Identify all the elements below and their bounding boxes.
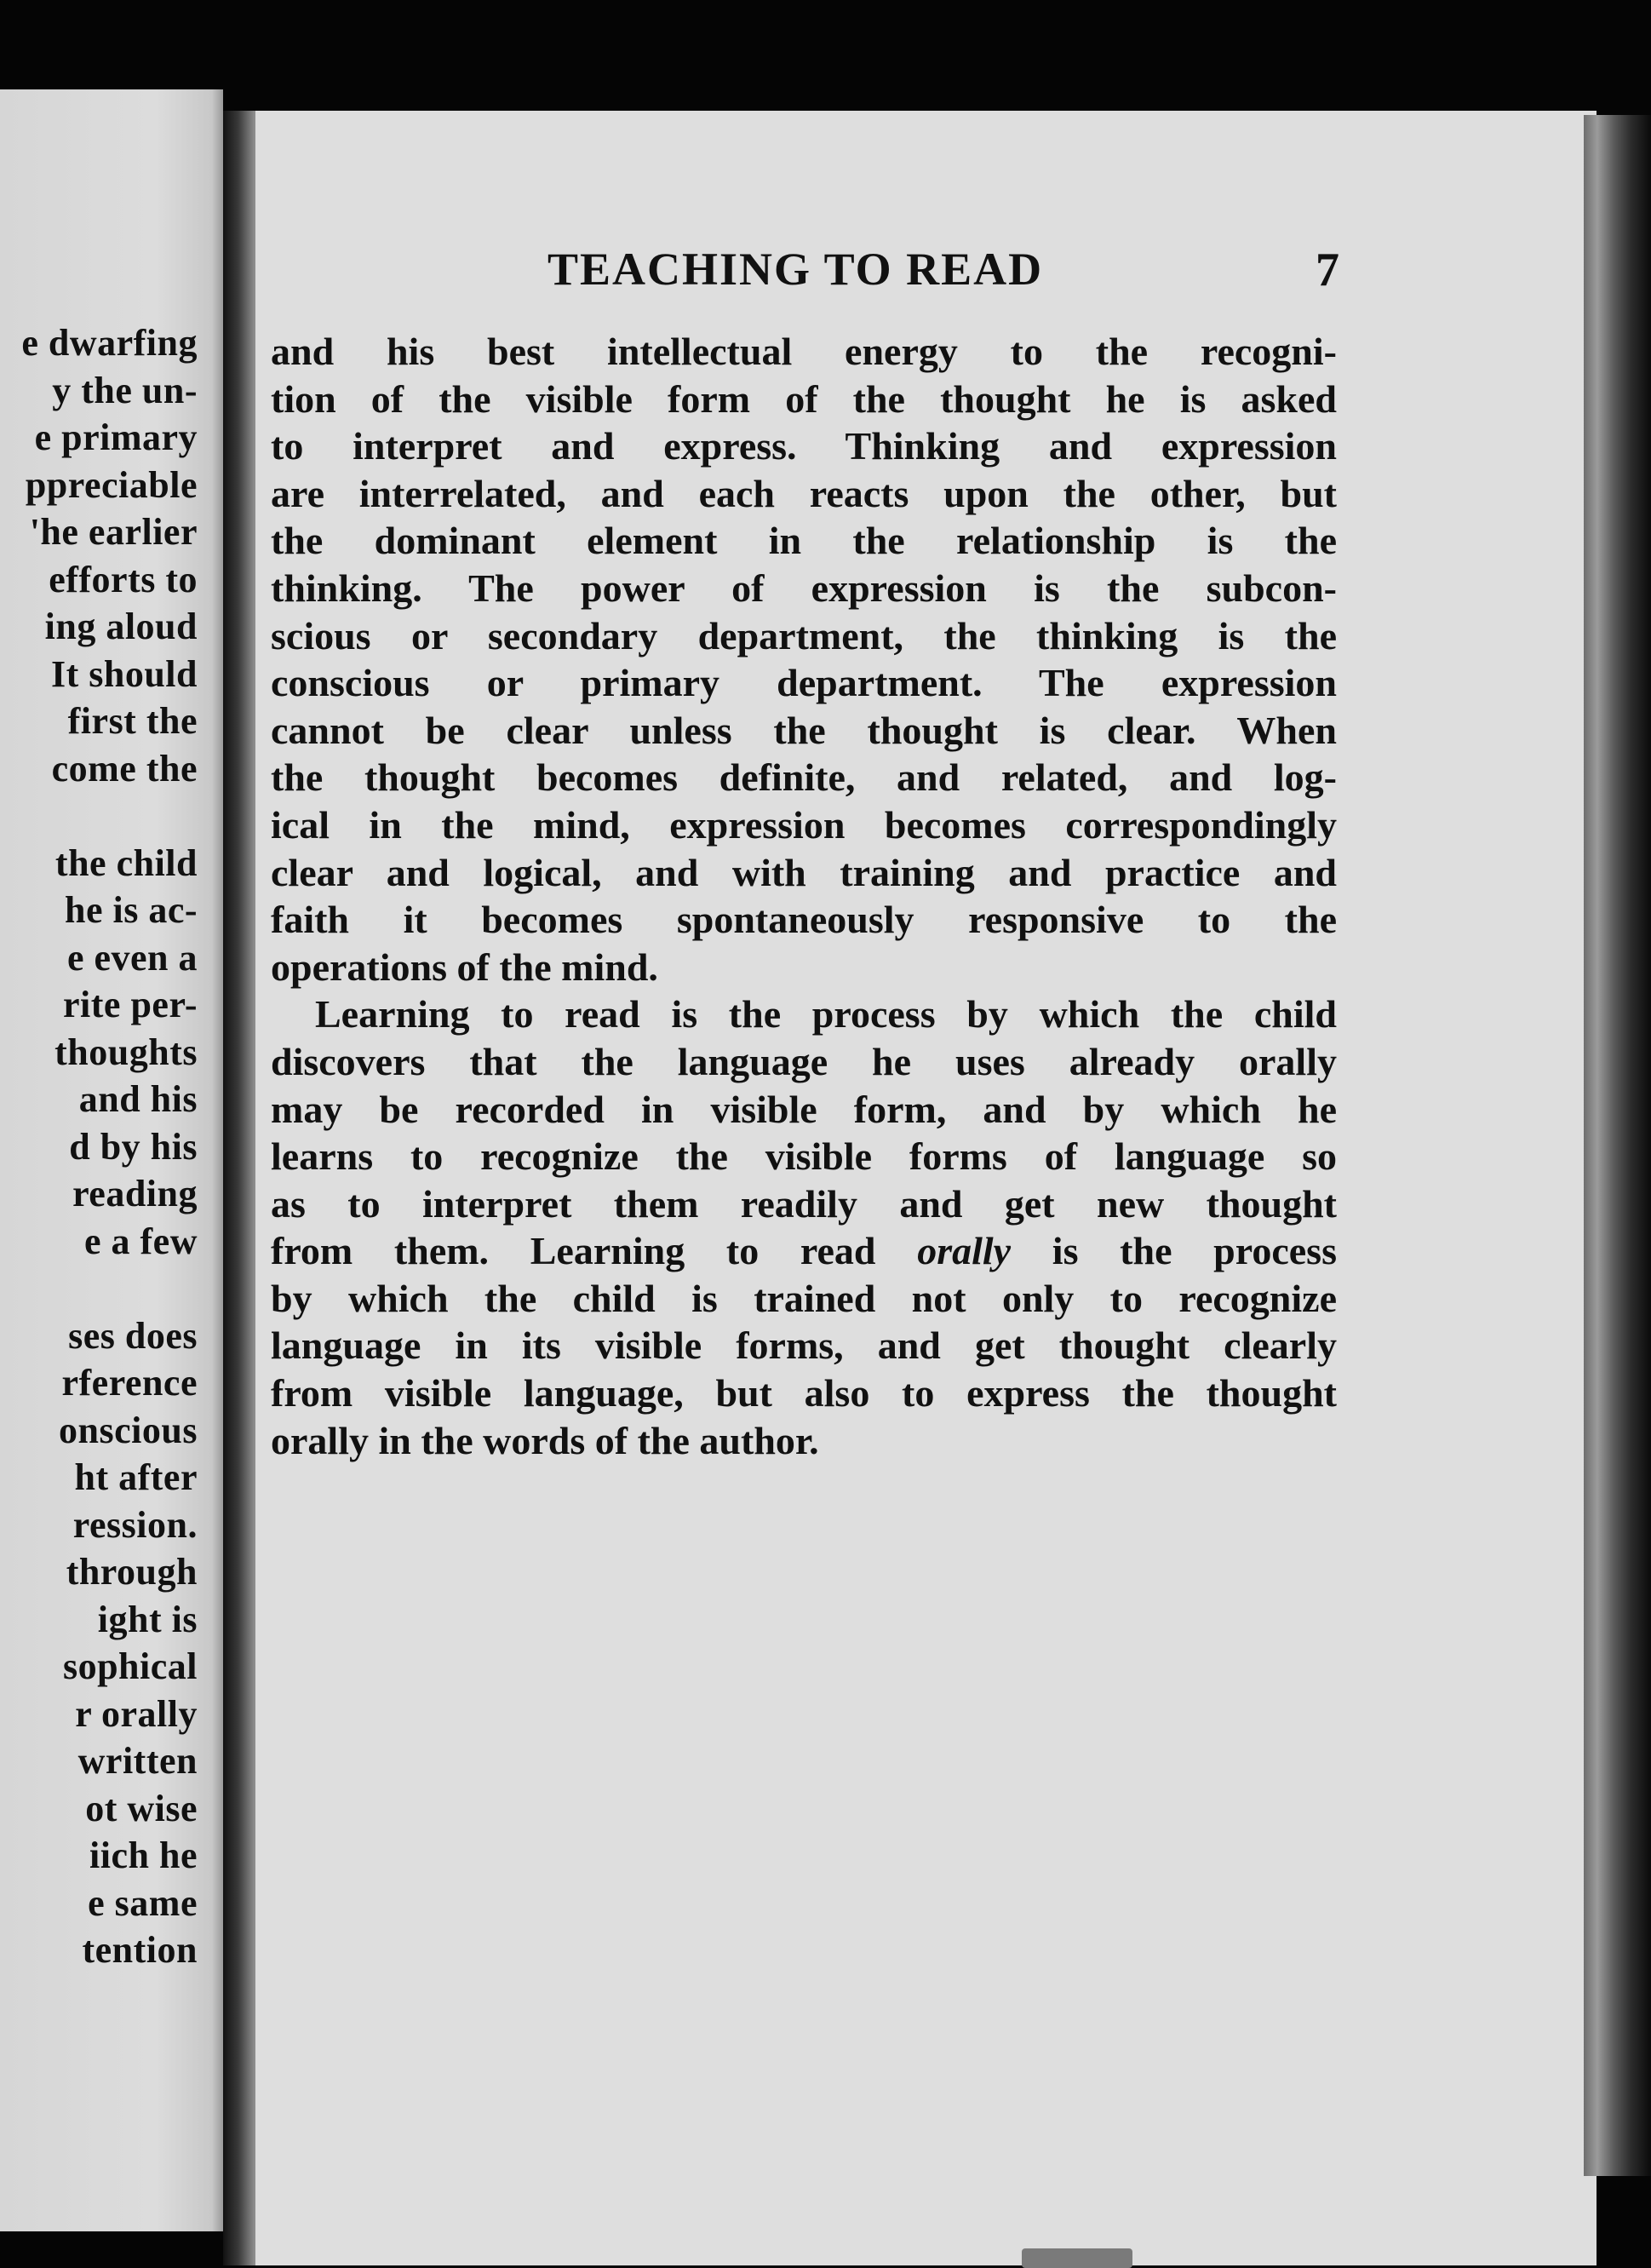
facing-page-line: efforts to — [49, 558, 198, 600]
text-line: from them. Learning to read orally is the process — [271, 1229, 1337, 1273]
facing-page-line: thoughts — [54, 1031, 198, 1073]
facing-page-line — [21, 792, 198, 840]
facing-page-line: the child — [54, 841, 198, 884]
text-line: ical in the mind, expression becomes correspondingly — [271, 802, 1337, 847]
facing-page-line: through — [66, 1551, 198, 1593]
text-line: discovers that the language he uses already orally — [271, 1039, 1337, 1083]
facing-page-line: iich he — [89, 1834, 198, 1876]
facing-page-line: onscious — [59, 1409, 198, 1451]
facing-page-line: e dwarfing — [21, 322, 198, 364]
facing-page-line: tention — [82, 1929, 198, 1971]
facing-page-line: rite per- — [63, 984, 198, 1025]
facing-page-line: ot wise — [85, 1787, 198, 1829]
text-line: faith it becomes spontaneously responsive to the — [271, 898, 1337, 942]
facing-page-line: It should — [50, 652, 198, 695]
body-text — [271, 328, 1337, 1464]
page-edge — [1584, 115, 1651, 2176]
facing-page-line: ht after — [74, 1456, 198, 1498]
text-line: language in its visible forms, and get thought clearly — [271, 1323, 1337, 1368]
text-line: from visible language, but also to express the thought — [271, 1371, 1337, 1415]
facing-page-line: ight is — [97, 1598, 198, 1640]
text-line: tion of the visible form of the thought he is asked — [271, 376, 1337, 421]
text-line: are interrelated, and each reacts upon the other, but — [271, 471, 1337, 515]
facing-page-line: e a few — [84, 1220, 198, 1262]
facing-page-line: reading — [72, 1173, 198, 1214]
facing-page-line: first the — [67, 700, 198, 742]
text-line: Learning to read is the process by which the child — [315, 992, 1337, 1036]
text-line: thinking. The power of expression is the subcon- — [271, 566, 1337, 610]
page-number: 7 — [1316, 244, 1339, 296]
facing-page-line: he is ac- — [64, 889, 198, 931]
text-line: learns to recognize the visible forms of language so — [271, 1134, 1337, 1179]
running-title: TEACHING TO READ — [547, 244, 1044, 295]
text-line: as to interpret them readily and get new thought — [271, 1181, 1337, 1226]
facing-page-line: e primary — [34, 416, 198, 458]
facing-page-line: d by his — [69, 1125, 198, 1168]
facing-page-line: ression. — [72, 1503, 198, 1546]
text-line: operations of the mind. — [271, 945, 658, 989]
text-line: the dominant element in the relationship is the — [271, 519, 1337, 563]
facing-page-line: ing aloud — [44, 606, 198, 647]
text-line: clear and logical, and with training and practice and — [271, 850, 1337, 894]
facing-page-line: sophical — [62, 1645, 198, 1687]
facing-page-line: come the — [51, 747, 198, 789]
text-line: to interpret and express. Thinking and expression — [271, 424, 1337, 468]
text-line: cannot be clear unless the thought is clear. When — [271, 708, 1337, 752]
facing-page-line: rference — [61, 1362, 198, 1404]
facing-page-line: written — [77, 1740, 198, 1782]
facing-page-line: e same — [88, 1881, 198, 1924]
page-edge-mark — [1022, 2248, 1132, 2268]
text-line: conscious or primary department. The expression — [271, 661, 1337, 705]
text-line: and his best intellectual energy to the recogni- — [271, 330, 1337, 373]
text-line: may be recorded in visible form, and by which he — [271, 1087, 1337, 1131]
facing-page-line: ppreciable — [25, 463, 198, 506]
text-line: the thought becomes definite, and related, and log- — [271, 755, 1337, 800]
text-line: by which the child is trained not only to recognize — [271, 1276, 1337, 1320]
facing-page-line — [21, 1265, 198, 1312]
text-line: orally in the words of the author. — [271, 1418, 819, 1462]
text-line: scious or secondary department, the thinking is the — [271, 613, 1337, 657]
emphasized-word: orally — [917, 1229, 1012, 1273]
facing-page-line: r orally — [75, 1692, 198, 1735]
facing-page-text — [21, 319, 198, 1974]
facing-page — [0, 89, 223, 2231]
facing-page-line: and his — [78, 1078, 198, 1120]
facing-page-line: 'he earlier — [29, 511, 198, 553]
facing-page-line: y the un- — [52, 369, 198, 411]
facing-page-line: e even a — [66, 936, 198, 979]
facing-page-line: ses does — [68, 1314, 198, 1357]
